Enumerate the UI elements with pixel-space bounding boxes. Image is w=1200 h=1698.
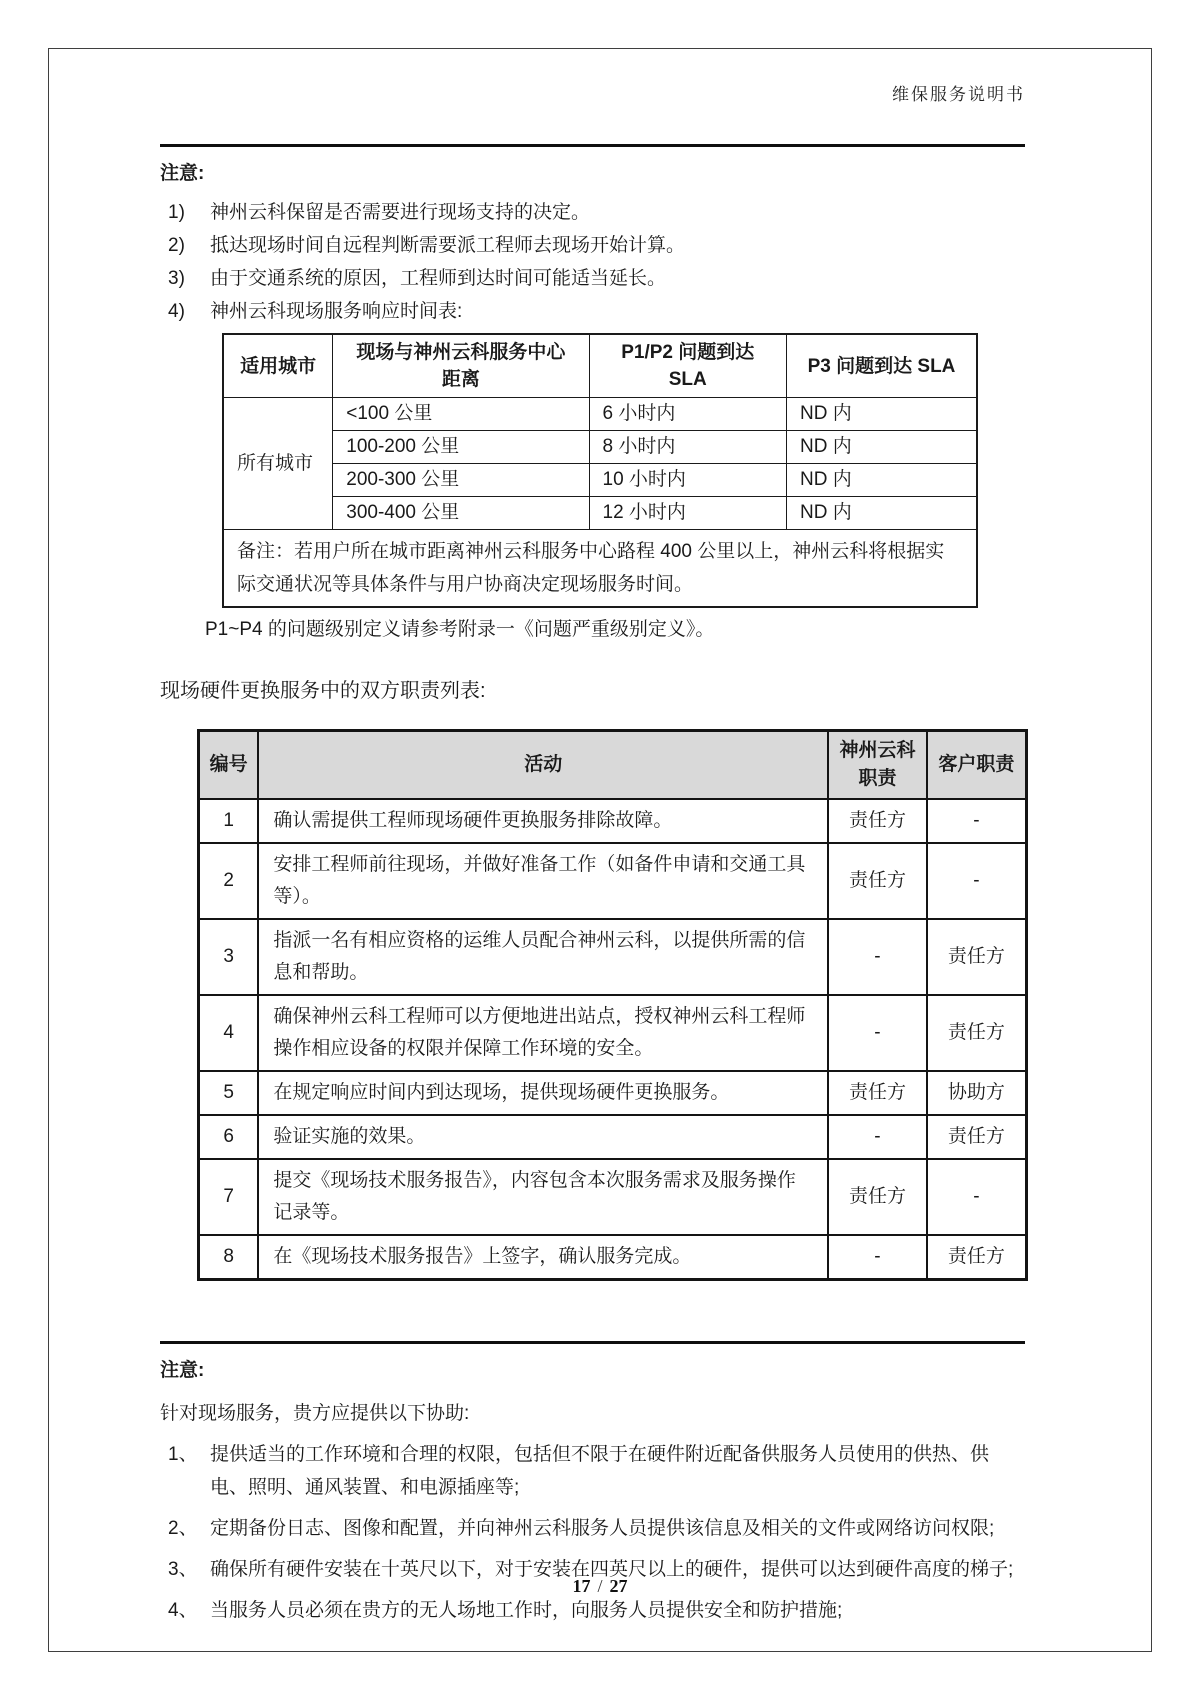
list-item-number: 4): [168, 301, 185, 322]
sla-header-p3: P3 问题到达 SLA: [787, 334, 978, 398]
duty-header-customer: 客户职责: [927, 731, 1027, 800]
notice-top-list: [160, 196, 1025, 328]
duty-header-vendor-line1: 神州云科: [839, 740, 916, 761]
duty-customer-cell: -: [927, 799, 1027, 843]
list-item-text: 定期备份日志、图像和配置，并向神州云科服务人员提供该信息及相关的文件或网络访问权限;: [210, 1518, 995, 1539]
duty-table-row: [199, 919, 1027, 995]
sla-header-distance-line1: 现场与神州云科服务中心: [356, 342, 566, 363]
duty-vendor-cell: 责任方: [828, 799, 927, 843]
list-item: [160, 1438, 1025, 1504]
duty-vendor-cell: -: [828, 919, 927, 995]
sla-header-distance-line2: 距离: [441, 369, 480, 390]
duty-customer-cell: -: [927, 843, 1027, 919]
page-number-separator: /: [597, 1576, 603, 1596]
sla-p1p2-cell: 6 小时内: [589, 398, 786, 431]
duty-no-cell: 8: [199, 1235, 259, 1280]
header-divider-rule: [160, 144, 1025, 147]
appendix-reference-note: P1~P4 的问题级别定义请参考附录一《问题严重级别定义》。: [205, 619, 715, 640]
list-item-number: 1、: [168, 1444, 198, 1465]
sla-distance-cell: 300-400 公里: [333, 497, 589, 530]
duty-activity-cell: 验证实施的效果。: [258, 1115, 828, 1159]
list-item-text: 抵达现场时间自远程判断需要派工程师去现场开始计算。: [210, 235, 686, 256]
duty-table-row: [199, 799, 1027, 843]
list-item: [160, 1594, 1025, 1627]
page-number-current: 17: [572, 1576, 591, 1596]
sla-city-group-cell: 所有城市: [223, 398, 333, 530]
duty-customer-cell: 协助方: [927, 1071, 1027, 1115]
duty-header-activity: 活动: [258, 731, 828, 800]
list-item: [160, 262, 1025, 295]
duty-activity-cell: 在《现场技术服务报告》上签字，确认服务完成。: [258, 1235, 828, 1280]
sla-response-table: [222, 333, 978, 608]
sla-table-row: [223, 398, 977, 431]
duty-customer-cell: 责任方: [927, 919, 1027, 995]
list-item: [160, 295, 1025, 328]
duty-customer-cell: 责任方: [927, 1115, 1027, 1159]
duty-no-cell: 1: [199, 799, 259, 843]
duty-header-vendor-line2: 职责: [858, 768, 897, 789]
page-content: [160, 0, 1025, 1627]
sla-p3-cell: ND 内: [787, 431, 978, 464]
duty-activity-cell: 确保神州云科工程师可以方便地进出站点，授权神州云科工程师操作相应设备的权限并保障工作环境的安全。: [258, 995, 828, 1071]
duty-no-cell: 7: [199, 1159, 259, 1235]
duty-no-cell: 3: [199, 919, 259, 995]
sla-header-p1p2-line1: P1/P2 问题到达: [621, 342, 755, 363]
sla-table-row: [223, 497, 977, 530]
sla-table-note: 备注：若用户所在城市距离神州云科服务中心路程 400 公里以上，神州云科将根据实际交通状况等具体条件与用户协商决定现场服务时间。: [223, 530, 977, 608]
list-item: [160, 196, 1025, 229]
sla-p3-cell: ND 内: [787, 398, 978, 431]
sla-p1p2-cell: 10 小时内: [589, 464, 786, 497]
duty-vendor-cell: -: [828, 1235, 927, 1280]
page-number-total: 27: [609, 1576, 628, 1596]
duty-activity-cell: 提交《现场技术服务报告》，内容包含本次服务需求及服务操作记录等。: [258, 1159, 828, 1235]
duty-table-row: [199, 1159, 1027, 1235]
notice-bottom-list: [160, 1438, 1025, 1627]
list-item-number: 3、: [168, 1559, 198, 1580]
sla-p3-cell: ND 内: [787, 497, 978, 530]
duty-table-row: [199, 843, 1027, 919]
sla-distance-cell: 200-300 公里: [333, 464, 589, 497]
duty-table-row: [199, 995, 1027, 1071]
duty-table-row: [199, 1115, 1027, 1159]
duty-table-row: [199, 1071, 1027, 1115]
duty-no-cell: 2: [199, 843, 259, 919]
sla-table-note-row: [223, 530, 977, 608]
sla-header-p1p2: [589, 334, 786, 398]
section-title: 现场硬件更换服务中的双方职责列表:: [160, 680, 486, 702]
list-item: [160, 1512, 1025, 1545]
duty-no-cell: 4: [199, 995, 259, 1071]
sla-p1p2-cell: 8 小时内: [589, 431, 786, 464]
list-item-number: 4、: [168, 1600, 198, 1621]
duty-activity-cell: 在规定响应时间内到达现场，提供现场硬件更换服务。: [258, 1071, 828, 1115]
responsibility-table: [197, 729, 1028, 1281]
duty-activity-cell: 确认需提供工程师现场硬件更换服务排除故障。: [258, 799, 828, 843]
list-item-number: 2、: [168, 1518, 198, 1539]
list-item-number: 3): [168, 268, 185, 289]
notice-bottom-intro: 针对现场服务，贵方应提供以下协助:: [160, 1403, 470, 1424]
sla-table-header-row: [223, 334, 977, 398]
duty-vendor-cell: 责任方: [828, 843, 927, 919]
duty-header-vendor: [828, 731, 927, 800]
section-divider-rule: [160, 1341, 1025, 1344]
list-item-text: 神州云科现场服务响应时间表:: [210, 301, 463, 322]
duty-vendor-cell: -: [828, 1115, 927, 1159]
duty-activity-cell: 安排工程师前往现场，并做好准备工作（如备件申请和交通工具等）。: [258, 843, 828, 919]
sla-header-distance: [333, 334, 589, 398]
sla-p3-cell: ND 内: [787, 464, 978, 497]
duty-no-cell: 6: [199, 1115, 259, 1159]
duty-customer-cell: 责任方: [927, 995, 1027, 1071]
duty-table-row: [199, 1235, 1027, 1280]
sla-header-p1p2-line2: SLA: [668, 369, 707, 390]
list-item-text: 神州云科保留是否需要进行现场支持的决定。: [210, 202, 591, 223]
list-item: [160, 229, 1025, 262]
list-item-number: 2): [168, 235, 185, 256]
notice-top-label: 注意:: [160, 163, 205, 184]
sla-p1p2-cell: 12 小时内: [589, 497, 786, 530]
duty-table-header-row: [199, 731, 1027, 800]
page-footer: [0, 1576, 1200, 1597]
duty-header-no: 编号: [199, 731, 259, 800]
duty-activity-cell: 指派一名有相应资格的运维人员配合神州云科，以提供所需的信息和帮助。: [258, 919, 828, 995]
notice-bottom-label: 注意:: [160, 1360, 205, 1381]
duty-vendor-cell: 责任方: [828, 1071, 927, 1115]
duty-customer-cell: -: [927, 1159, 1027, 1235]
list-item-text: 由于交通系统的原因，工程师到达时间可能适当延长。: [210, 268, 667, 289]
sla-table-row: [223, 464, 977, 497]
document-header-title: 维保服务说明书: [892, 85, 1025, 104]
list-item-number: 1): [168, 202, 185, 223]
sla-distance-cell: 100-200 公里: [333, 431, 589, 464]
list-item-text: 当服务人员必须在贵方的无人场地工作时，向服务人员提供安全和防护措施;: [210, 1600, 843, 1621]
list-item-text: 提供适当的工作环境和合理的权限，包括但不限于在硬件附近配备供服务人员使用的供热、供电、照明、通风装置、和电源插座等;: [210, 1444, 990, 1498]
sla-distance-cell: <100 公里: [333, 398, 589, 431]
list-item-text: 确保所有硬件安装在十英尺以下，对于安装在四英尺以上的硬件，提供可以达到硬件高度的梯子;: [210, 1559, 1014, 1580]
duty-customer-cell: 责任方: [927, 1235, 1027, 1280]
sla-header-city: 适用城市: [223, 334, 333, 398]
sla-table-row: [223, 431, 977, 464]
duty-no-cell: 5: [199, 1071, 259, 1115]
duty-vendor-cell: 责任方: [828, 1159, 927, 1235]
duty-vendor-cell: -: [828, 995, 927, 1071]
